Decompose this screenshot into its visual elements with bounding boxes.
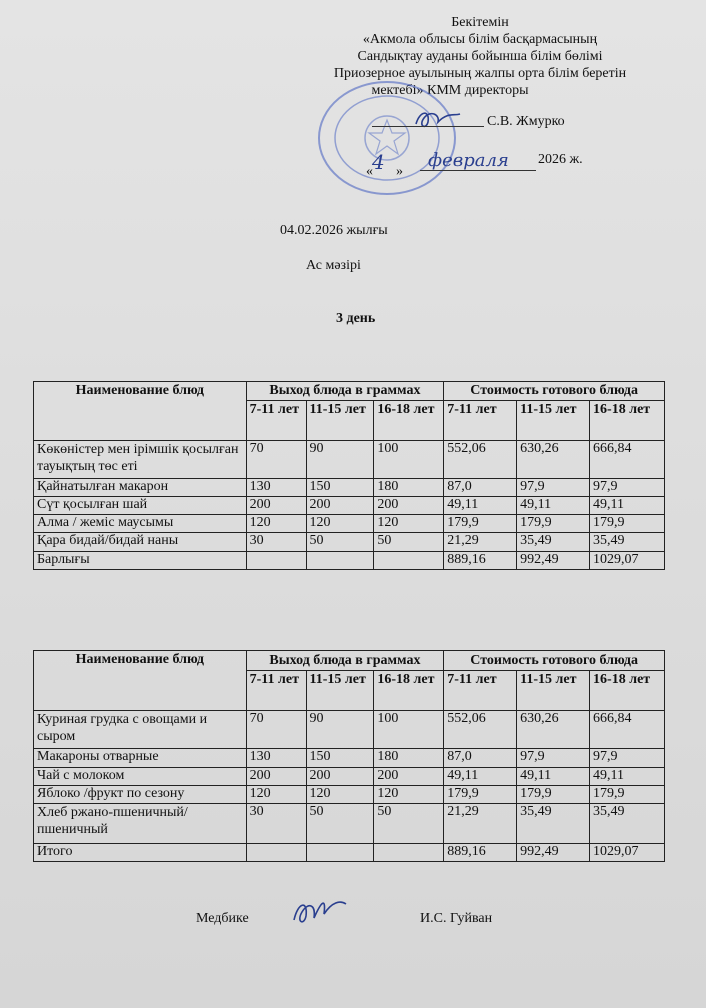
total-row bbox=[34, 844, 665, 862]
cost-cell: 97,9 bbox=[517, 479, 590, 497]
menu-table-ru bbox=[33, 650, 665, 862]
cost-cell: 179,9 bbox=[444, 786, 517, 804]
weight-cell: 50 bbox=[374, 804, 444, 844]
weight-cell: 200 bbox=[246, 497, 306, 515]
total-label: Барлығы bbox=[34, 552, 247, 570]
dish-name: Қайнатылған макарон bbox=[34, 479, 247, 497]
cost-cell: 552,06 bbox=[444, 711, 517, 749]
header-age: 11-15 лет bbox=[517, 671, 590, 711]
weight-cell: 100 bbox=[374, 711, 444, 749]
weight-cell: 120 bbox=[306, 786, 374, 804]
director-signature-icon bbox=[408, 104, 468, 134]
header-age: 16-18 лет bbox=[590, 671, 665, 711]
total-cost: 889,16 bbox=[444, 844, 517, 862]
weight-cell: 50 bbox=[306, 804, 374, 844]
dish-name: Макароны отварные bbox=[34, 749, 247, 768]
document-title: Ас мәзірі bbox=[306, 258, 361, 273]
total-label: Итого bbox=[34, 844, 247, 862]
approval-year: 2026 ж. bbox=[538, 152, 583, 167]
weight-cell: 200 bbox=[374, 768, 444, 786]
dish-name: Яблоко /фрукт по сезону bbox=[34, 786, 247, 804]
table-row bbox=[34, 804, 665, 844]
header-name: Наименование блюд bbox=[34, 382, 247, 441]
header-age: 11-15 лет bbox=[517, 401, 590, 441]
cost-cell: 97,9 bbox=[517, 749, 590, 768]
header-age: 11-15 лет bbox=[306, 671, 374, 711]
weight-cell: 200 bbox=[246, 768, 306, 786]
weight-cell bbox=[374, 552, 444, 570]
cost-cell: 49,11 bbox=[517, 497, 590, 515]
cost-cell: 87,0 bbox=[444, 749, 517, 768]
total-cost: 889,16 bbox=[444, 552, 517, 570]
weight-cell: 150 bbox=[306, 749, 374, 768]
approval-month: февраля bbox=[428, 150, 509, 171]
weight-cell: 70 bbox=[246, 441, 306, 479]
header-age: 7-11 лет bbox=[246, 671, 306, 711]
weight-cell: 120 bbox=[374, 786, 444, 804]
approval-line: Приозерное ауылының жалпы орта білім беретін bbox=[333, 66, 627, 81]
weight-cell: 200 bbox=[306, 768, 374, 786]
weight-cell: 200 bbox=[374, 497, 444, 515]
cost-cell: 49,11 bbox=[517, 768, 590, 786]
cost-cell: 35,49 bbox=[517, 804, 590, 844]
table-row bbox=[34, 749, 665, 768]
table-row bbox=[34, 441, 665, 479]
table-row bbox=[34, 786, 665, 804]
weight-cell: 50 bbox=[374, 533, 444, 552]
weight-cell: 200 bbox=[306, 497, 374, 515]
weight-cell bbox=[306, 552, 374, 570]
weight-cell: 90 bbox=[306, 711, 374, 749]
weight-cell: 30 bbox=[246, 533, 306, 552]
cost-cell: 49,11 bbox=[444, 768, 517, 786]
cost-cell: 35,49 bbox=[590, 533, 665, 552]
header-weight: Выход блюда в граммах bbox=[246, 382, 444, 401]
cost-cell: 179,9 bbox=[590, 786, 665, 804]
weight-cell: 120 bbox=[246, 786, 306, 804]
approval-line: мектебі» КММ директоры bbox=[371, 83, 529, 98]
header-cost: Стоимость готового блюда bbox=[444, 651, 665, 671]
header-weight: Выход блюда в граммах bbox=[246, 651, 444, 671]
cost-cell: 49,11 bbox=[590, 497, 665, 515]
cost-cell: 49,11 bbox=[590, 768, 665, 786]
document-date: 04.02.2026 жылғы bbox=[280, 223, 388, 238]
cost-cell: 21,29 bbox=[444, 533, 517, 552]
cost-cell: 49,11 bbox=[444, 497, 517, 515]
header-age: 7-11 лет bbox=[444, 401, 517, 441]
weight-cell: 180 bbox=[374, 749, 444, 768]
header-age: 11-15 лет bbox=[306, 401, 374, 441]
weight-cell: 30 bbox=[246, 804, 306, 844]
total-row bbox=[34, 552, 665, 570]
header-age: 16-18 лет bbox=[374, 671, 444, 711]
weight-cell bbox=[374, 844, 444, 862]
header-cost: Стоимость готового блюда bbox=[444, 382, 665, 401]
cost-cell: 97,9 bbox=[590, 749, 665, 768]
cost-cell: 552,06 bbox=[444, 441, 517, 479]
total-cost: 992,49 bbox=[517, 844, 590, 862]
header-name: Наименование блюд bbox=[34, 651, 247, 711]
approval-day: 4 bbox=[372, 150, 385, 174]
dish-name: Чай с молоком bbox=[34, 768, 247, 786]
header-age: 7-11 лет bbox=[444, 671, 517, 711]
weight-cell: 180 bbox=[374, 479, 444, 497]
approval-line: «Акмола облысы білім басқармасының bbox=[362, 32, 598, 47]
weight-cell: 50 bbox=[306, 533, 374, 552]
cost-cell: 179,9 bbox=[517, 786, 590, 804]
table-row bbox=[34, 479, 665, 497]
table-row bbox=[34, 768, 665, 786]
approval-line: Бекітемін bbox=[451, 15, 509, 30]
weight-cell: 120 bbox=[374, 515, 444, 533]
cost-cell: 35,49 bbox=[590, 804, 665, 844]
school-stamp-icon bbox=[312, 78, 462, 198]
director-name: С.В. Жмурко bbox=[487, 114, 565, 129]
table-row bbox=[34, 533, 665, 552]
weight-cell: 120 bbox=[306, 515, 374, 533]
weight-cell: 90 bbox=[306, 441, 374, 479]
signature-line bbox=[372, 126, 484, 127]
total-cost: 1029,07 bbox=[590, 844, 665, 862]
cost-cell: 21,29 bbox=[444, 804, 517, 844]
cost-cell: 630,26 bbox=[517, 441, 590, 479]
weight-cell: 100 bbox=[374, 441, 444, 479]
weight-cell: 130 bbox=[246, 749, 306, 768]
dish-name: Қара бидай/бидай наны bbox=[34, 533, 247, 552]
header-age: 16-18 лет bbox=[374, 401, 444, 441]
cost-cell: 666,84 bbox=[590, 711, 665, 749]
table-row bbox=[34, 515, 665, 533]
weight-cell: 130 bbox=[246, 479, 306, 497]
cost-cell: 630,26 bbox=[517, 711, 590, 749]
date-underline bbox=[420, 170, 536, 171]
weight-cell bbox=[306, 844, 374, 862]
cost-cell: 87,0 bbox=[444, 479, 517, 497]
cost-cell: 179,9 bbox=[517, 515, 590, 533]
weight-cell: 120 bbox=[246, 515, 306, 533]
weight-cell: 70 bbox=[246, 711, 306, 749]
header-age: 16-18 лет bbox=[590, 401, 665, 441]
dish-name: Алма / жеміс маусымы bbox=[34, 515, 247, 533]
weight-cell: 150 bbox=[306, 479, 374, 497]
total-cost: 1029,07 bbox=[590, 552, 665, 570]
weight-cell bbox=[246, 552, 306, 570]
date-open-quote: « bbox=[366, 164, 373, 179]
dish-name: Сүт қосылған шай bbox=[34, 497, 247, 515]
dish-name: Хлеб ржано-пшеничный/пшеничный bbox=[34, 804, 247, 844]
cost-cell: 97,9 bbox=[590, 479, 665, 497]
nurse-label: Медбике bbox=[196, 911, 249, 926]
cost-cell: 179,9 bbox=[590, 515, 665, 533]
table-row bbox=[34, 497, 665, 515]
header-age: 7-11 лет bbox=[246, 401, 306, 441]
dish-name: Көкөністер мен ірімшік қосылған тауықтың төс еті bbox=[34, 441, 247, 479]
weight-cell bbox=[246, 844, 306, 862]
total-cost: 992,49 bbox=[517, 552, 590, 570]
menu-table-kz bbox=[33, 381, 665, 570]
cost-cell: 666,84 bbox=[590, 441, 665, 479]
nurse-signature-icon bbox=[288, 892, 352, 932]
menu-day: 3 день bbox=[336, 311, 376, 326]
cost-cell: 35,49 bbox=[517, 533, 590, 552]
table-row bbox=[34, 711, 665, 749]
dish-name: Куриная грудка с овощами и сыром bbox=[34, 711, 247, 749]
nurse-name: И.С. Гуйван bbox=[420, 911, 493, 926]
approval-line: Сандықтау ауданы бойынша білім бөлімі bbox=[357, 49, 603, 64]
cost-cell: 179,9 bbox=[444, 515, 517, 533]
date-close-quote: » bbox=[396, 164, 403, 179]
